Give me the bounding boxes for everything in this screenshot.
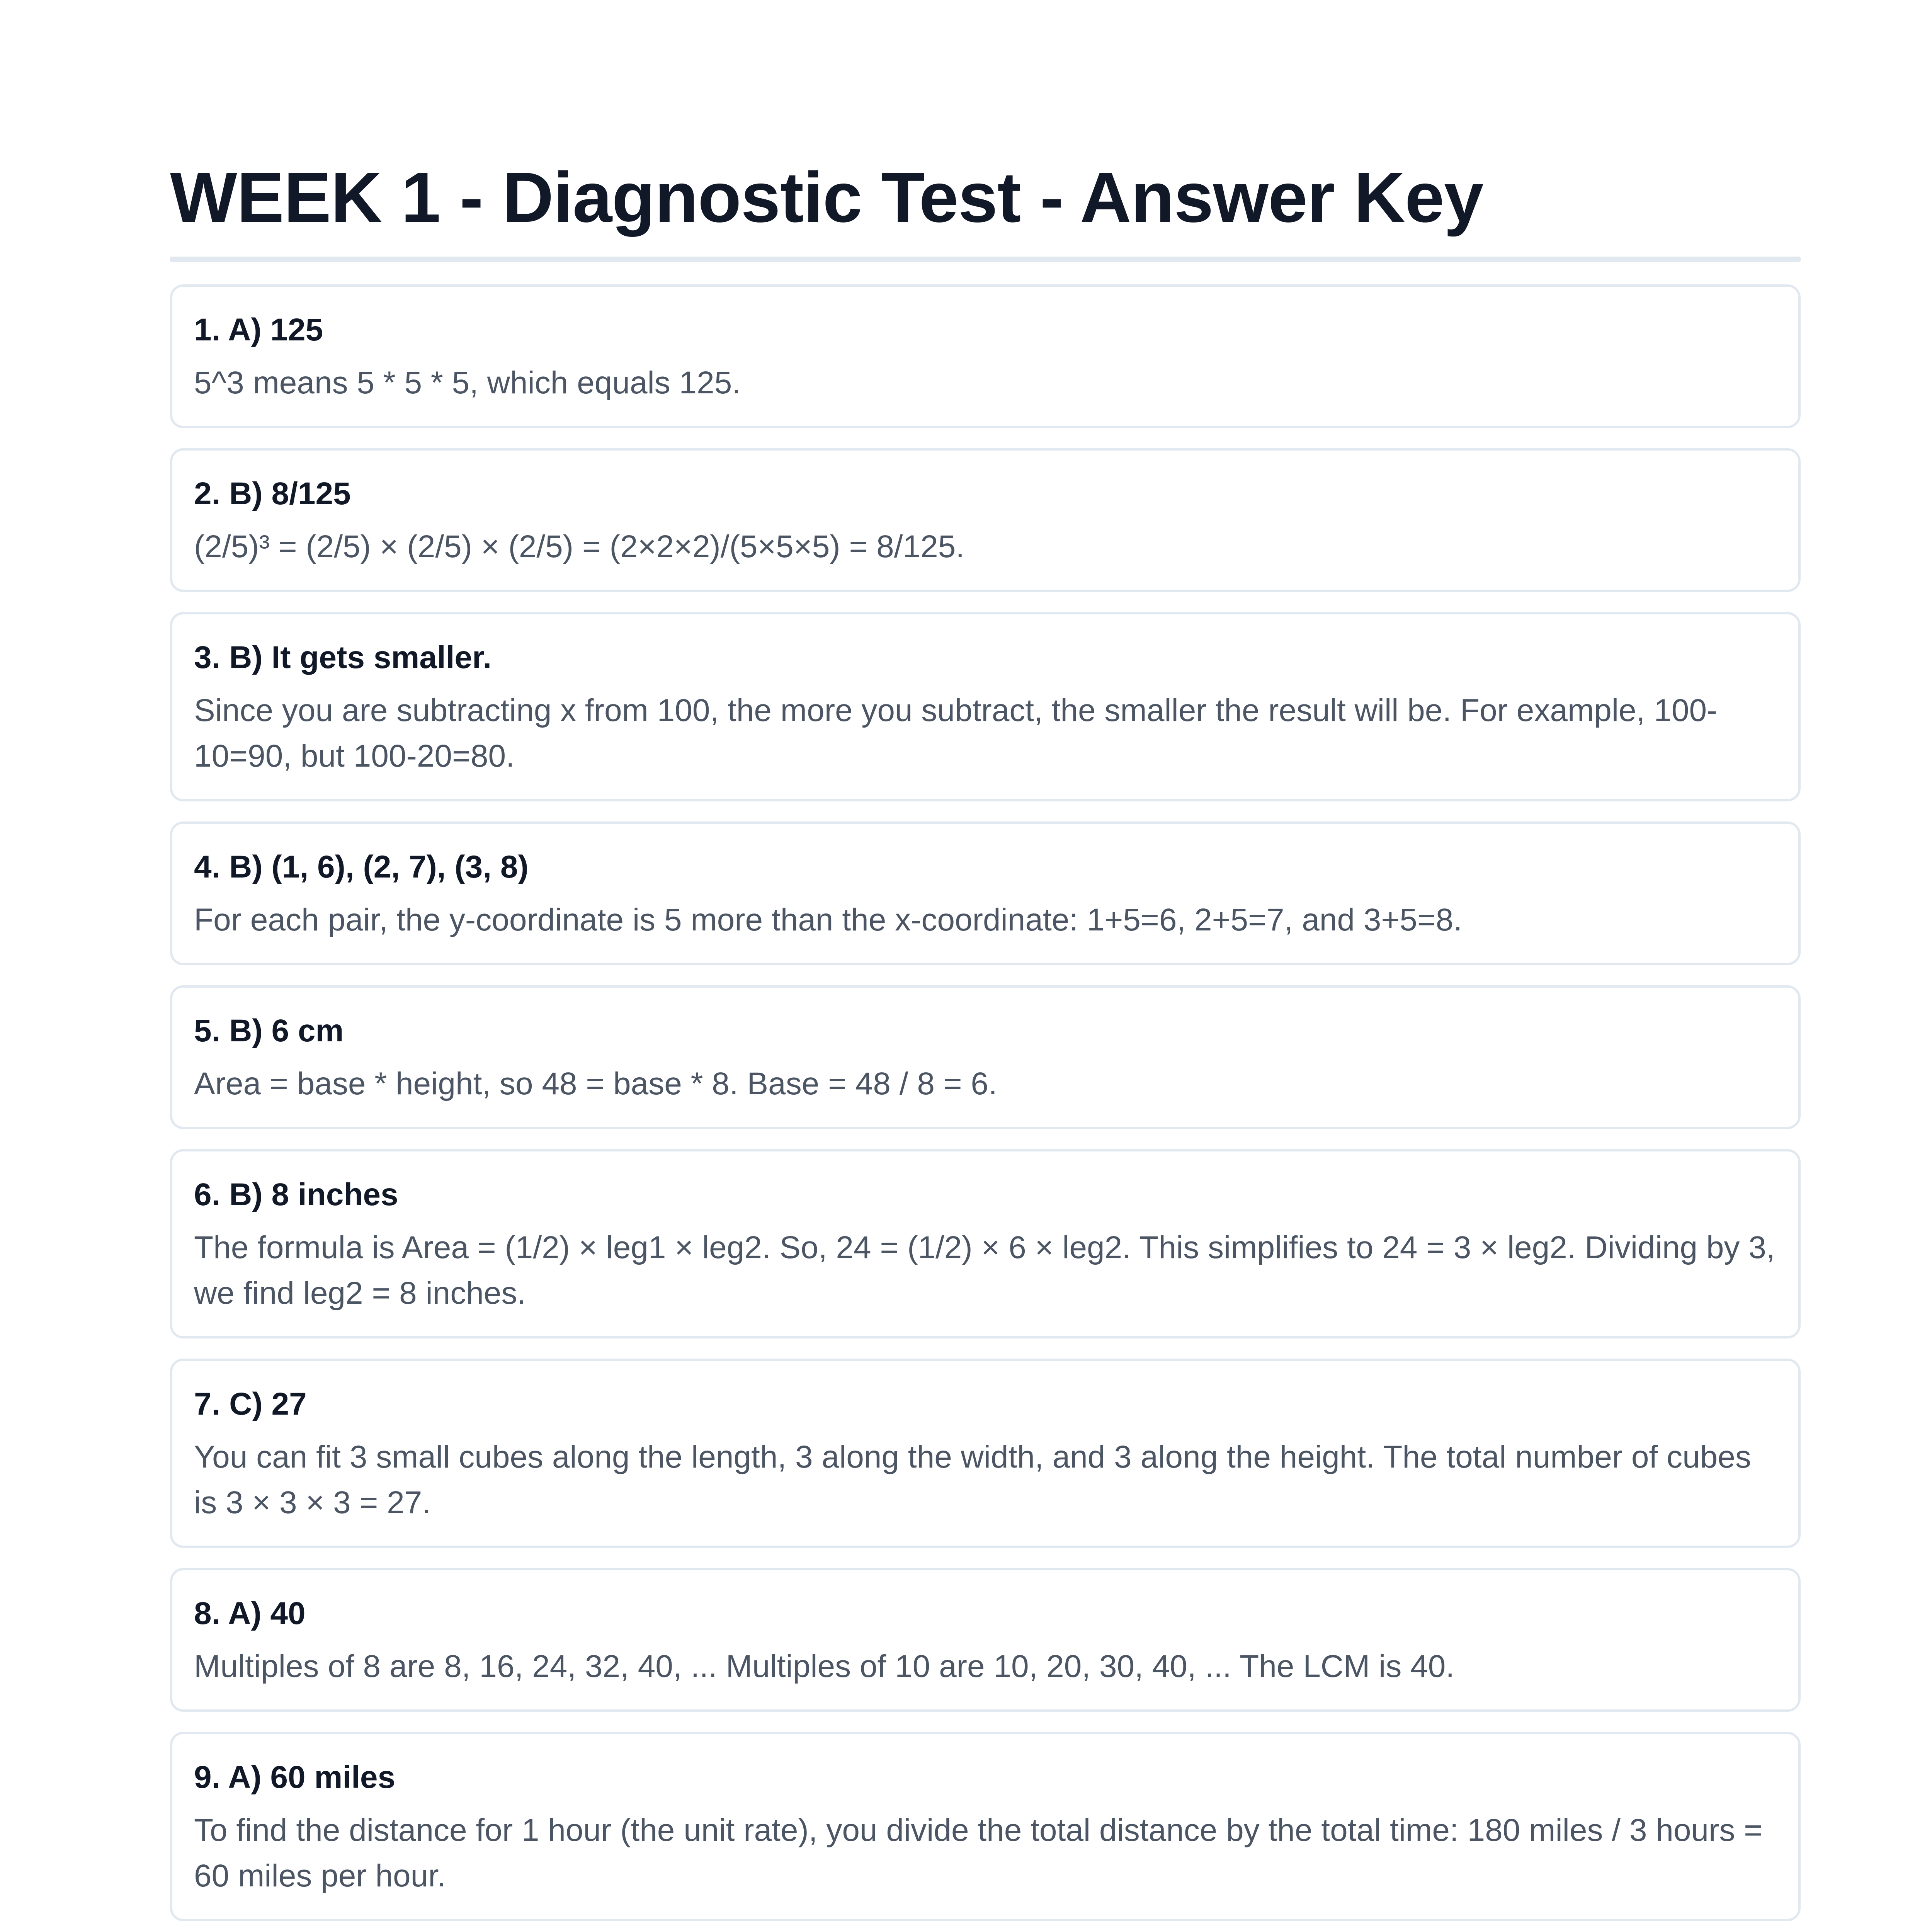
answer-card bbox=[170, 1732, 1801, 1921]
answer-heading: 4. B) (1, 6), (2, 7), (3, 8) bbox=[194, 849, 529, 884]
answer-card bbox=[170, 1359, 1801, 1548]
page-title: WEEK 1 - Diagnostic Test - Answer Key bbox=[170, 157, 1483, 237]
answer-explanation: Multiples of 8 are 8, 16, 24, 32, 40, ... Multiples of 10 are 10, 20, 30, 40, ... The LCM is 40. bbox=[194, 1649, 1455, 1684]
answer-heading: 2. B) 8/125 bbox=[194, 476, 351, 511]
answer-card bbox=[170, 821, 1801, 965]
answer-heading: 3. B) It gets smaller. bbox=[194, 640, 492, 675]
answer-explanation: Since you are subtracting x from 100, the more you subtract, the smaller the result will be. For example, 100-10=90, but 100-20=80. bbox=[194, 693, 1718, 774]
answer-explanation: (2/5)³ = (2/5) × (2/5) × (2/5) = (2×2×2)/(5×5×5) = 8/125. bbox=[194, 529, 965, 564]
answer-card bbox=[170, 612, 1801, 801]
answer-explanation: 5^3 means 5 * 5 * 5, which equals 125. bbox=[194, 365, 741, 400]
answer-explanation: For each pair, the y-coordinate is 5 more than the x-coordinate: 1+5=6, 2+5=7, and 3+5=8. bbox=[194, 902, 1463, 937]
answer-card bbox=[170, 1568, 1801, 1712]
answer-explanation: The formula is Area = (1/2) × leg1 × leg2. So, 24 = (1/2) × 6 × leg2. This simplifies to 24 = 3 × leg2. Dividing by 3, we find leg2 = 8 inches. bbox=[194, 1230, 1775, 1311]
answer-explanation: Area = base * height, so 48 = base * 8. Base = 48 / 8 = 6. bbox=[194, 1066, 997, 1101]
answer-heading: 8. A) 40 bbox=[194, 1596, 306, 1631]
answer-card bbox=[170, 1149, 1801, 1338]
answer-explanation: You can fit 3 small cubes along the length, 3 along the width, and 3 along the height. The total number of cubes is 3 × 3 × 3 = 27. bbox=[194, 1439, 1751, 1520]
answer-heading: 1. A) 125 bbox=[194, 312, 323, 347]
answer-key-page bbox=[170, 147, 1801, 1932]
answer-heading: 5. B) 6 cm bbox=[194, 1013, 344, 1048]
answer-list bbox=[170, 284, 1801, 1932]
answer-heading: 6. B) 8 inches bbox=[194, 1177, 398, 1212]
title-divider bbox=[170, 257, 1801, 262]
answer-card bbox=[170, 284, 1801, 428]
answer-card bbox=[170, 985, 1801, 1129]
answer-card bbox=[170, 448, 1801, 592]
answer-heading: 9. A) 60 miles bbox=[194, 1760, 396, 1795]
answer-heading: 7. C) 27 bbox=[194, 1386, 307, 1422]
answer-explanation: To find the distance for 1 hour (the unit rate), you divide the total distance by the total time: 180 miles / 3 hours = 60 miles per hour. bbox=[194, 1813, 1762, 1893]
